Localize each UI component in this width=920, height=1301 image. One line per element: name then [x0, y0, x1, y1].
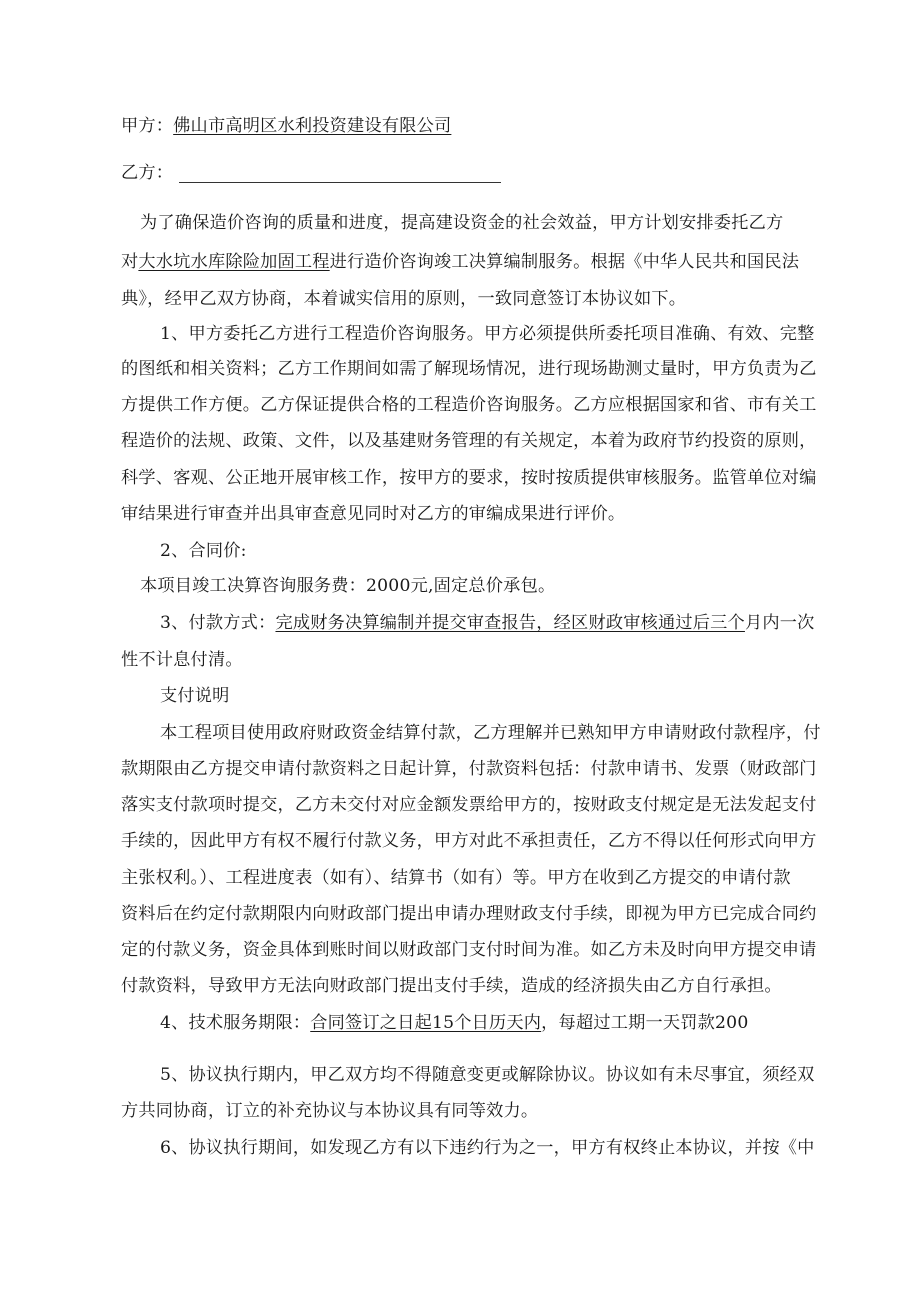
clause2-body: 本项目竣工决算咨询服务费：2000元,固定总价承包。	[140, 576, 556, 596]
clause1-line: 方提供工作方便。乙方保证提供合格的工程造价咨询服务。乙方应根据国家和省、市有关工	[121, 395, 817, 415]
party-a-name: 佛山市高明区水利投资建设有限公司	[173, 116, 452, 136]
clause2-heading: 2、合同价:	[160, 541, 247, 561]
intro-suffix: 进行造价咨询竣工决算编制服务。根据《中华人民共和国民法	[329, 252, 800, 272]
payment-note-line: 款期限由乙方提交申请付款资料之日起计算，付款资料包括：付款申请书、发票（财政部门	[121, 759, 817, 779]
payment-note-line: 本工程项目使用政府财政资金结算付款，乙方理解并已熟知甲方申请财政付款程序，付	[160, 723, 821, 743]
clause1-line: 程造价的法规、政策、文件，以及基建财务管理的有关规定，本着为政府节约投资的原则，	[121, 431, 817, 451]
clause4-suffix: ，每超过工期一天罚款200	[541, 1013, 749, 1033]
clause6-line: 6、协议执行期间，如发现乙方有以下违约行为之一，甲方有权终止本协议，并按《中	[160, 1138, 815, 1158]
intro-line-2	[121, 251, 799, 273]
clause4-line	[160, 1012, 748, 1034]
intro-prefix: 对	[121, 252, 139, 272]
payment-note-line: 主张权利。）、工程进度表（如有）、结算书（如有）等。甲方在收到乙方提交的申请付款	[121, 868, 791, 888]
clause3-line-1	[160, 612, 815, 634]
clause3-line-2: 性不计息付清。	[121, 650, 243, 670]
party-b-label: 乙方：	[121, 163, 174, 183]
party-a-line	[121, 115, 451, 137]
payment-note-line: 付款资料，导致甲方无法向财政部门提出支付手续，造成的经济损失由乙方自行承担。	[121, 976, 782, 996]
clause3-terms: 完成财务决算编制并提交审查报告，经区财政审核通过后三个	[275, 613, 745, 633]
party-b-blank-field	[179, 181, 501, 183]
clause5-line: 5、协议执行期内，甲乙双方均不得随意变更或解除协议。协议如有未尽事宜，须经双	[160, 1065, 815, 1085]
payment-note-line: 落实支付款项时提交，乙方未交付对应金额发票给甲方的，按财政支付规定是无法发起支付	[121, 795, 817, 815]
clause1-line: 审结果进行审查并出具审查意见同时对乙方的审编成果进行评价。	[121, 504, 626, 524]
clause4-term: 合同签订之日起15个日历天内	[310, 1013, 542, 1033]
clause4-prefix: 4、技术服务期限：	[160, 1013, 311, 1033]
payment-note-line: 定的付款义务，资金具体到账时间以财政部门支付时间为准。如乙方未及时向甲方提交申请	[121, 940, 817, 960]
clause5-line: 方共同协商，订立的补充协议与本协议具有同等效力。	[121, 1101, 539, 1121]
party-a-label: 甲方：	[121, 116, 174, 136]
clause3-prefix: 3、付款方式：	[160, 613, 276, 633]
intro-line-3: 典》，经甲乙双方协商，本着诚实信用的原则，一致同意签订本协议如下。	[121, 289, 687, 309]
clause1-line: 的图纸和相关资料；乙方工作期间如需了解现场情况，进行现场勘测丈量时，甲方负责为乙	[121, 359, 817, 379]
payment-note-line: 资料后在约定付款期限内向财政部门提出申请办理财政支付手续，即视为甲方已完成合同约	[121, 904, 817, 924]
project-name: 大水坑水库除险加固工程	[138, 252, 330, 272]
clause1-line: 1、甲方委托乙方进行工程造价咨询服务。甲方必须提供所委托项目准确、有效、完整	[160, 324, 815, 344]
intro-line-1: 为了确保造价咨询的质量和进度，提高建设资金的社会效益，甲方计划安排委托乙方	[140, 213, 784, 233]
payment-note-heading: 支付说明	[160, 686, 230, 706]
party-b-line	[121, 162, 501, 184]
clause3-suffix: 月内一次	[744, 613, 815, 633]
clause1-line: 科学、客观、公正地开展审核工作，按甲方的要求，按时按质提供审核服务。监管单位对编	[121, 468, 817, 488]
payment-note-line: 手续的，因此甲方有权不履行付款义务，甲方对此不承担责任，乙方不得以任何形式向甲方	[121, 831, 817, 851]
